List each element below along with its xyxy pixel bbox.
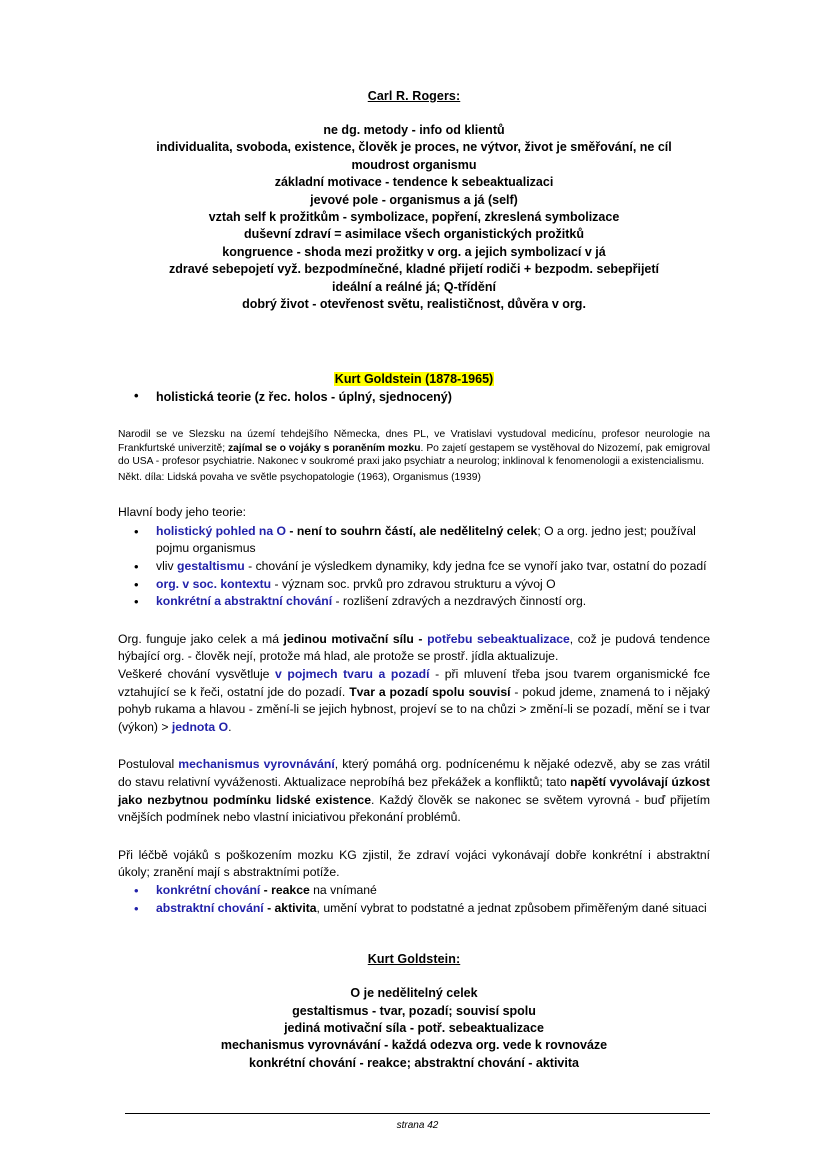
point-rest: - význam soc. prvků pro zdravou strukturu a vývoj O — [271, 576, 556, 591]
list-item — [118, 523, 710, 558]
para-text: , který pomáhá org. podnícenému k nějaké odezvě, aby se zas vrátil do stavu relativní vyváženosti. Aktualizace neprobíhá bez překážek a konfliktů; tato — [118, 757, 711, 789]
point-rest: ; O a org. jedno jest; používal pojmu organismus — [156, 523, 696, 556]
page-number: strana 42 — [396, 1120, 439, 1131]
para-bold: jedinou motivační sílu - — [283, 631, 428, 646]
point-rest: na vnímané — [309, 882, 377, 897]
paragraph-mechanismus — [118, 756, 710, 826]
point-blue-bold: abstraktní chování — [156, 900, 264, 915]
para-blue: v pojmech tvaru a pozadí — [275, 667, 430, 682]
para-blue: potřebu sebeaktualizace — [427, 631, 570, 646]
point-black-bold: - reakce — [260, 882, 310, 897]
goldstein-lead-bullet-list — [118, 388, 710, 406]
point-blue-bold: konkrétní chování — [156, 882, 261, 897]
point-black-bold: - není to souhrn částí, ale nedělitelný celek — [286, 523, 538, 538]
main-points-list — [118, 523, 710, 611]
bio-part1: Narodil se ve Slezsku na území tehdejšího Německa, dnes PL, ve Vratislavi vystudoval medicínu, profesor neurologie na Frankfurtské univerzitě; — [118, 429, 710, 454]
lead-bullet-text: holistická teorie (z řec. holos - úplný, sjednocený) — [156, 390, 452, 405]
para-blue: jednota O — [171, 719, 229, 734]
rogers-heading: Carl R. Rogers: — [367, 89, 461, 103]
para-text: Postuloval — [118, 757, 179, 772]
list-item — [118, 576, 710, 594]
summary-line: jediná motivační síla - potř. sebeaktualizace — [284, 1020, 544, 1035]
para-text: - při mluvení třeba jsou tvarem organismické fce vztahující se k řeči, ostatní jde do pozadí. — [118, 667, 710, 699]
para-bold: Tvar a pozadí spolu souvisí — [349, 684, 511, 699]
list-item — [118, 900, 710, 918]
para-text: , což je pudová tendence hýbající org. - člověk nejí, protože má hlad, ale protože se prostř. jídla aktualizuje. — [118, 631, 710, 664]
point-blue-bold: gestaltismu — [177, 559, 245, 574]
para-bold: napětí vyvolávají úzkost jako nezbytnou podmínku lidské existence — [118, 775, 710, 807]
point-rest: - chování je výsledkem dynamiky, kdy jedna fce se vynoří jako tvar, ostatní do pozadí — [244, 559, 707, 574]
rogers-line: dobrý život - otevřenost světu, realističnost, důvěra v org. — [242, 297, 586, 312]
para-text: - pokud jdeme, znamená to i nějaký pohyb rukama a hlavou - změní-li se jejich hybnost, projeví se to na chůzi > změní-li se pozadí, mění se i tvar (výkon) > — [118, 684, 710, 734]
rogers-line: ne dg. metody - info od klientů — [323, 123, 505, 137]
goldstein-summary-block — [118, 951, 710, 1072]
list-item — [118, 388, 710, 406]
para-text: Veškeré chování vysvětluje — [118, 667, 276, 682]
goldstein-summary-lines — [118, 985, 710, 1072]
bio-bold: zajímal se o vojáky s poraněním mozku — [227, 442, 421, 454]
rogers-lines — [118, 122, 710, 313]
point-prefix: vliv — [156, 559, 177, 574]
paragraph-vojaci: Při léčbě vojáků s poškozením mozku KG zjistil, že zdraví vojáci vykonávají dobře konkrétní i abstraktní úkoly; zranění mají s abstraktními potíže. — [118, 847, 710, 880]
summary-line: gestaltismus - tvar, pozadí; souvisí spolu — [292, 1003, 536, 1018]
goldstein-summary-heading: Kurt Goldstein: — [367, 952, 461, 967]
rogers-line: individualita, svoboda, existence, člověk je proces, ne výtvor, život je směřování, ne cíl — [156, 140, 672, 155]
summary-line: konkrétní chování - reakce; abstraktní chování - aktivita — [249, 1055, 579, 1070]
point-rest: , umění vybrat to podstatné a jednat způsobem přiměřeným dané situaci — [316, 900, 707, 915]
list-item — [118, 882, 710, 900]
point-blue-bold: konkrétní a abstraktní chování — [156, 594, 333, 609]
rogers-line: jevové pole - organismus a já (self) — [310, 192, 518, 207]
rogers-line: zdravé sebepojetí vyž. bezpodmínečné, kladné přijetí rodiči + bezpodm. sebepřijetí — [168, 262, 660, 277]
rogers-line: základní motivace - tendence k sebeaktualizaci — [274, 175, 554, 190]
behaviour-points-list — [118, 882, 710, 917]
para-text: Org. funguje jako celek a má — [118, 631, 284, 646]
point-rest: - rozlišení zdravých a nezdravých činností org. — [332, 594, 587, 609]
rogers-line: ideální a reálné já; Q-třídění — [332, 279, 496, 294]
para-text: . Každý člověk se nakonec se světem vyrovná - buď přijetím vnějších podmínek nebo vlastní iniciativou překonání problémů. — [118, 792, 710, 825]
summary-line: O je nedělitelný celek — [350, 986, 478, 1001]
list-item — [118, 558, 710, 576]
rogers-summary-block — [118, 88, 710, 313]
para-text: . — [228, 719, 232, 734]
rogers-line: moudrost organismu — [351, 157, 477, 172]
goldstein-title — [118, 371, 710, 388]
rogers-line: kongruence - shoda mezi prožitky v org. a jejich symbolizací v já — [222, 244, 606, 259]
list-item — [118, 593, 710, 611]
point-black-bold: - aktivita — [263, 900, 317, 915]
rogers-line: duševní zdraví = asimilace všech organistických prožitků — [243, 227, 585, 242]
para-blue: mechanismus vyrovnávání — [178, 757, 335, 772]
summary-line: mechanismus vyrovnávání - každá odezva org. vede k rovnováze — [220, 1038, 608, 1053]
goldstein-biography — [118, 428, 710, 484]
paragraph-org-funguje — [118, 631, 710, 666]
point-blue-bold: holistický pohled na O — [156, 523, 287, 538]
rogers-line: vztah self k prožitkům - symbolizace, popření, zkreslená symbolizace — [208, 210, 620, 225]
page-footer — [125, 1113, 710, 1131]
point-blue-bold: org. v soc. kontextu — [156, 576, 272, 591]
bio-part2: . Po zajetí gestapem se vystěhoval do Nizozemí, pak emigroval do USA - profesor psychiatrie. Nakonec v soukromé praxi jako psychiatr a neurolog; inklinoval k fenomenologii a existencialismu. — [118, 442, 710, 467]
bio-works: Někt. díla: Lidská povaha ve světle psychopatologie (1963), Organismus (1939) — [118, 472, 481, 484]
paragraph-tvar-pozadi — [118, 666, 710, 736]
footer-divider — [125, 1113, 710, 1114]
main-points-intro: Hlavní body jeho teorie: — [118, 505, 247, 520]
goldstein-title-highlight: Kurt Goldstein (1878-1965) — [334, 372, 494, 387]
